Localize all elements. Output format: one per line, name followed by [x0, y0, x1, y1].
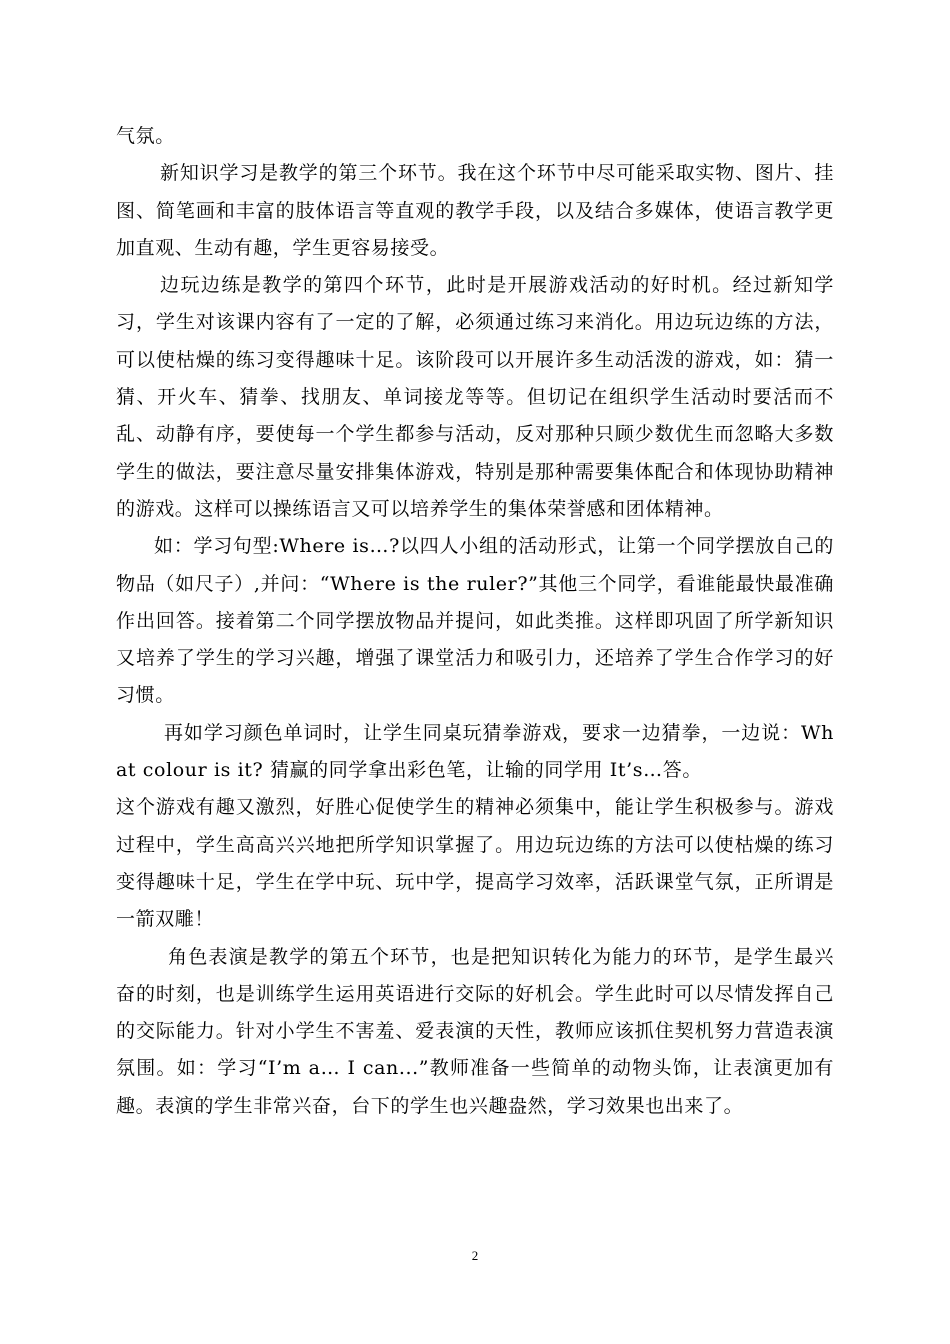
paragraph-continuation: 气氛。: [116, 125, 175, 147]
paragraph-example-where-is: 如：学习句型:Where is…?以四人小组的活动形式，让第一个同学摆放自己的物品（如尺子）,并问：“Where is the ruler?”其他三个同学，看谁能最快最准确作出回答。接着第二个同学摆放物品并提问，如此类推。这样即巩固了所学新知识又培养了学生的学习兴趣，增强了课堂活力和吸引力，还培养了学生合作学习的好习惯。: [116, 535, 834, 707]
document-body: [116, 118, 834, 1125]
paragraph-example-colour: 再如学习颜色单词时，让学生同桌玩猜拳游戏，要求一边猜拳，一边说：What colour is it? 猜赢的同学拿出彩色笔，让输的同学用 It’s…答。: [116, 721, 834, 782]
paragraph-role-play: 角色表演是教学的第五个环节，也是把知识转化为能力的环节，是学生最兴奋的时刻，也是训练学生运用英语进行交际的好机会。学生此时可以尽情发挥自己的交际能力。针对小学生不害羞、爱表演的天性，教师应该抓住契机努力营造表演氛围。如：学习“I’m a… I can...”教师准备一些简单的动物头饰，让表演更加有趣。表演的学生非常兴奋，台下的学生也兴趣盎然，学习效果也出来了。: [116, 945, 834, 1117]
paragraph-game-effect: 这个游戏有趣又激烈，好胜心促使学生的精神必须集中，能让学生积极参与。游戏过程中，学生高高兴兴地把所学知识掌握了。用边玩边练的方法可以使枯燥的练习变得趣味十足，学生在学中玩、玩中学，提高学习效率，活跃课堂气氛，正所谓是一箭双雕！: [116, 796, 834, 931]
paragraph-new-knowledge: 新知识学习是教学的第三个环节。我在这个环节中尽可能采取实物、图片、挂图、简笔画和丰富的肢体语言等直观的教学手段，以及结合多媒体，使语言教学更加直观、生动有趣，学生更容易接受。: [116, 162, 834, 259]
page-number: 2: [471, 1248, 479, 1263]
paragraph-play-and-practice: 边玩边练是教学的第四个环节，此时是开展游戏活动的好时机。经过新知学习，学生对该课内容有了一定的了解，必须通过练习来消化。用边玩边练的方法，可以使枯燥的练习变得趣味十足。该阶段可以开展许多生动活泼的游戏，如：猜一猜、开火车、猜拳、找朋友、单词接龙等等。但切记在组织学生活动时要活而不乱、动静有序，要使每一个学生都参与活动，反对那种只顾少数优生而忽略大多数学生的做法，要注意尽量安排集体游戏，特别是那种需要集体配合和体现协助精神的游戏。这样可以操练语言又可以培养学生的集体荣誉感和团体精神。: [116, 274, 834, 520]
